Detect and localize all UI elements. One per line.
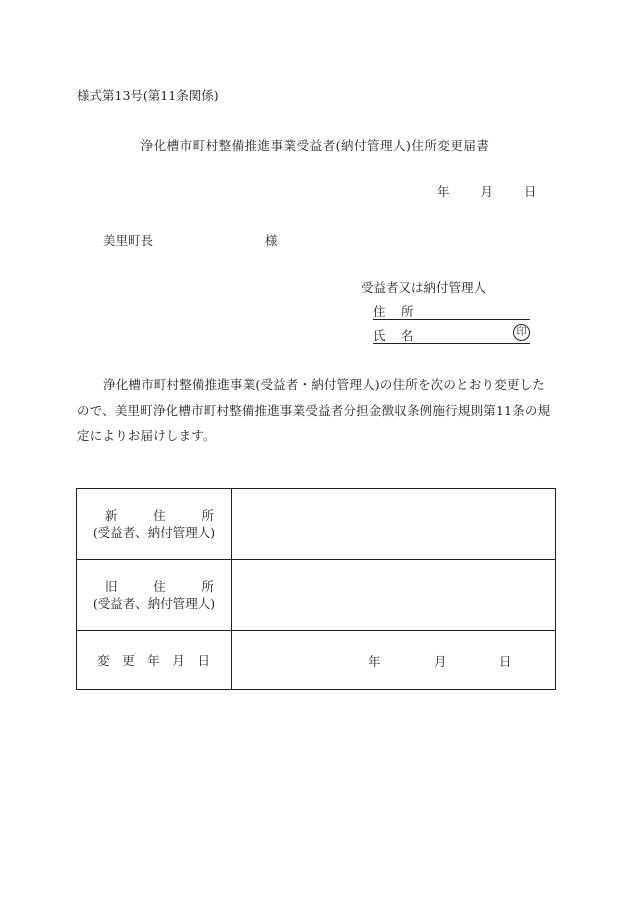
form-number: 様式第13号(第11条関係): [77, 88, 219, 103]
recipient-name: 美里町長: [103, 233, 154, 248]
name-label: 氏 名: [373, 328, 414, 343]
change-date-year: 年: [368, 654, 381, 669]
new-address-label: 新 住 所 (受益者、納付管理人): [77, 489, 232, 560]
change-date-day: 日: [499, 654, 512, 669]
change-date-label: 変 更 年 月 日: [77, 631, 232, 690]
seal-icon: 印: [513, 324, 530, 341]
applicant-name-field[interactable]: [373, 326, 530, 344]
new-address-sublabel: (受益者、納付管理人): [92, 525, 216, 540]
recipient-honorific: 様: [265, 233, 278, 248]
change-date-input[interactable]: [232, 631, 556, 690]
date-day-label: 日: [524, 184, 537, 199]
old-address-label: 旧 住 所 (受益者、納付管理人): [77, 560, 232, 631]
change-date-month: 月: [434, 654, 447, 669]
old-address-sublabel: (受益者、納付管理人): [92, 596, 216, 611]
address-change-table: [76, 488, 556, 690]
applicant-address-field[interactable]: [373, 302, 530, 320]
recipient-line: [103, 231, 278, 249]
date-month-label: 月: [480, 184, 494, 199]
old-address-input[interactable]: [232, 560, 556, 631]
table-row-old-address: [77, 560, 556, 631]
applicant-heading: 受益者又は納付管理人: [361, 280, 487, 295]
date-year-label: 年: [437, 184, 450, 199]
document-title: 浄化槽市町村整備推進事業受益者(納付管理人)住所変更届書: [140, 138, 490, 153]
address-label: 住 所: [373, 304, 414, 319]
new-address-input[interactable]: [232, 489, 556, 560]
table-row-new-address: [77, 489, 556, 560]
submission-date: [437, 182, 537, 200]
body-paragraph: 浄化槽市町村整備推進事業(受益者・納付管理人)の住所を次のとおり変更したので、美里町浄化槽市町村整備推進事業受益者分担金徴収条例施行規則第11条の規定によりお届けします。: [77, 377, 551, 443]
table-row-change-date: [77, 631, 556, 690]
